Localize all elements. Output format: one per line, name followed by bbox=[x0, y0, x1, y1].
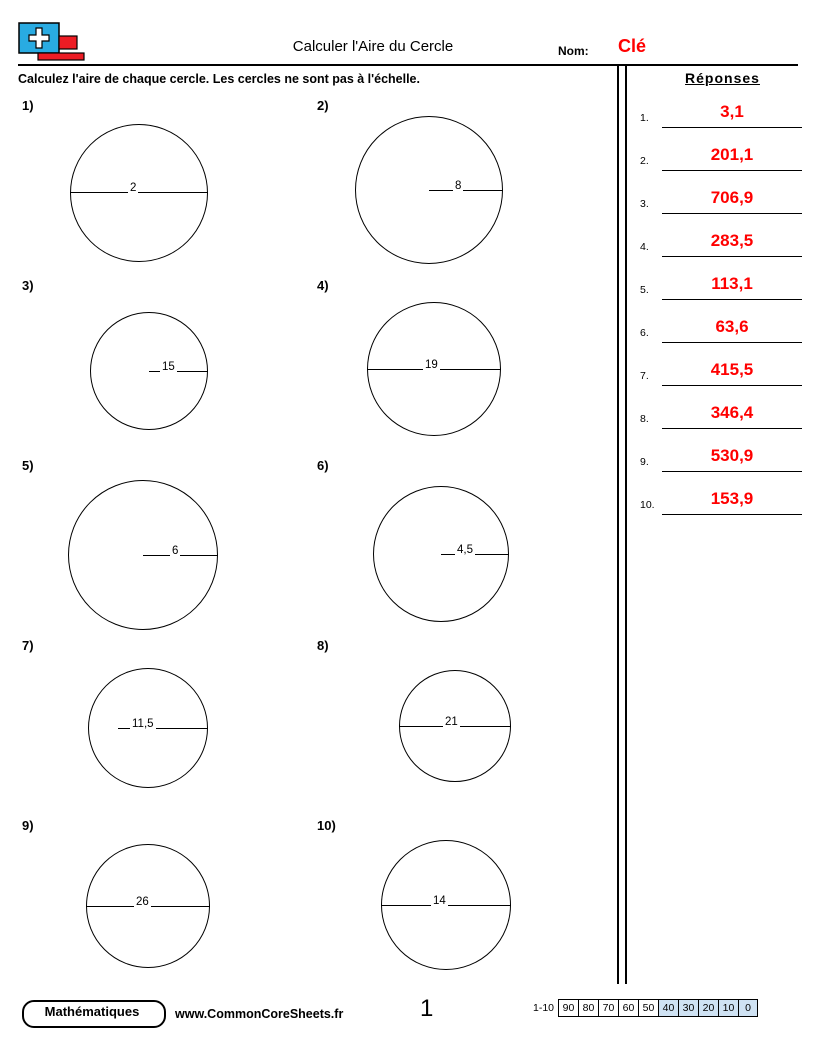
measure-label: 21 bbox=[445, 716, 458, 728]
answer-value: 113,1 bbox=[711, 274, 753, 293]
answer-line bbox=[662, 342, 802, 343]
circle-figure bbox=[18, 636, 313, 812]
scale-cell: 20 bbox=[698, 999, 718, 1017]
circle-figure bbox=[313, 276, 608, 452]
answer-value: 283,5 bbox=[710, 231, 754, 250]
problem-number: 5) bbox=[22, 458, 34, 473]
circle-outline bbox=[70, 124, 208, 262]
answer-index: 9. bbox=[640, 456, 649, 468]
answer-value: 530,9 bbox=[710, 446, 754, 465]
scale-cell: 30 bbox=[678, 999, 698, 1017]
circle-figure bbox=[18, 816, 313, 992]
answer-value: 63,6 bbox=[715, 317, 749, 336]
measure-label: 11,5 bbox=[132, 718, 154, 730]
problem-number: 3) bbox=[22, 278, 34, 293]
circle-figure bbox=[18, 276, 313, 452]
scale-cell: 50 bbox=[638, 999, 658, 1017]
problem-2 bbox=[313, 96, 608, 272]
measure-label: 4,5 bbox=[457, 544, 473, 556]
answer-value: 346,4 bbox=[710, 403, 754, 422]
scale-range-label: 1-10 bbox=[533, 1002, 555, 1014]
problem-8 bbox=[313, 636, 608, 812]
scale-cell: 40 bbox=[658, 999, 678, 1017]
answer-line bbox=[662, 471, 802, 472]
answer-row bbox=[640, 352, 805, 395]
answer-index: 10. bbox=[640, 499, 655, 511]
problem-number: 2) bbox=[317, 98, 329, 113]
answer-line bbox=[662, 256, 802, 257]
answer-row bbox=[640, 395, 805, 438]
answer-row bbox=[640, 94, 805, 137]
radius-segment bbox=[429, 190, 503, 191]
problem-number: 8) bbox=[317, 638, 329, 653]
answer-index: 7. bbox=[640, 370, 649, 382]
grading-scale bbox=[533, 999, 758, 1017]
answer-line bbox=[662, 385, 802, 386]
answer-row bbox=[640, 180, 805, 223]
problem-number: 9) bbox=[22, 818, 34, 833]
problem-4 bbox=[313, 276, 608, 452]
circle-figure bbox=[313, 636, 608, 812]
answer-index: 3. bbox=[640, 198, 649, 210]
answer-line bbox=[662, 170, 802, 171]
answers-divider-line-1 bbox=[617, 64, 619, 984]
measure-label: 8 bbox=[455, 180, 462, 192]
measure-label: 15 bbox=[162, 361, 175, 373]
site-url: www.CommonCoreSheets.fr bbox=[175, 1007, 344, 1021]
answer-index: 5. bbox=[640, 284, 649, 296]
circle-figure bbox=[313, 456, 608, 632]
diameter-segment bbox=[70, 192, 208, 193]
answers-column bbox=[640, 70, 805, 524]
problem-3 bbox=[18, 276, 313, 452]
circle-figure bbox=[313, 816, 608, 992]
answer-index: 1. bbox=[640, 112, 649, 124]
scale-cell: 60 bbox=[618, 999, 638, 1017]
name-label: Nom: bbox=[558, 44, 589, 58]
answer-line bbox=[662, 213, 802, 214]
page-title: Calculer l'Aire du Cercle bbox=[292, 38, 454, 55]
answer-line bbox=[662, 428, 802, 429]
answer-row bbox=[640, 438, 805, 481]
name-value: Clé bbox=[618, 36, 647, 56]
answer-row bbox=[640, 223, 805, 266]
scale-cell: 70 bbox=[598, 999, 618, 1017]
answer-index: 4. bbox=[640, 241, 649, 253]
problem-number: 7) bbox=[22, 638, 34, 653]
scale-cell: 10 bbox=[718, 999, 738, 1017]
answers-divider-line-2 bbox=[625, 64, 627, 984]
problem-1 bbox=[18, 96, 313, 272]
circle-figure bbox=[313, 96, 608, 272]
answer-line bbox=[662, 127, 802, 128]
problems-grid bbox=[18, 96, 608, 976]
answer-value: 3,1 bbox=[720, 102, 744, 121]
scale-cell: 90 bbox=[558, 999, 578, 1017]
problem-number: 4) bbox=[317, 278, 329, 293]
answer-row bbox=[640, 137, 805, 180]
problem-5 bbox=[18, 456, 313, 632]
problem-9 bbox=[18, 816, 313, 992]
answers-title: Réponses bbox=[685, 70, 760, 86]
radius-segment bbox=[149, 371, 208, 372]
answer-value: 201,1 bbox=[710, 145, 754, 164]
problem-number: 10) bbox=[317, 818, 336, 833]
answer-row bbox=[640, 266, 805, 309]
instructions-text: Calculez l'aire de chaque cercle. Les cercles ne sont pas à l'échelle. bbox=[18, 72, 420, 86]
measure-label: 19 bbox=[425, 359, 438, 371]
answer-line bbox=[662, 299, 802, 300]
answer-value: 415,5 bbox=[710, 360, 754, 379]
answer-index: 2. bbox=[640, 155, 649, 167]
answer-row bbox=[640, 309, 805, 352]
measure-label: 26 bbox=[136, 896, 149, 908]
answer-line bbox=[662, 514, 802, 515]
answer-value: 153,9 bbox=[710, 489, 754, 508]
circle-figure bbox=[18, 96, 313, 272]
page-number: 1 bbox=[420, 995, 434, 1022]
problem-10 bbox=[313, 816, 608, 992]
page-header bbox=[18, 22, 798, 64]
first-aid-kit-logo bbox=[18, 22, 90, 66]
problem-6 bbox=[313, 456, 608, 632]
radius-segment bbox=[441, 554, 509, 555]
circle-figure bbox=[18, 456, 313, 632]
problem-number: 6) bbox=[317, 458, 329, 473]
answer-index: 6. bbox=[640, 327, 649, 339]
measure-label: 14 bbox=[433, 895, 446, 907]
scale-cell: 0 bbox=[738, 999, 758, 1017]
page-footer bbox=[0, 995, 816, 1040]
problem-number: 1) bbox=[22, 98, 34, 113]
measure-label: 6 bbox=[172, 545, 179, 557]
answer-value: 706,9 bbox=[710, 188, 754, 207]
answer-row bbox=[640, 481, 805, 524]
answer-index: 8. bbox=[640, 413, 649, 425]
radius-segment bbox=[143, 555, 218, 556]
problem-7 bbox=[18, 636, 313, 812]
header-divider bbox=[18, 64, 798, 66]
measure-label: 2 bbox=[130, 182, 137, 194]
scale-cell: 80 bbox=[578, 999, 598, 1017]
brand-label: Mathématiques bbox=[44, 1004, 140, 1019]
